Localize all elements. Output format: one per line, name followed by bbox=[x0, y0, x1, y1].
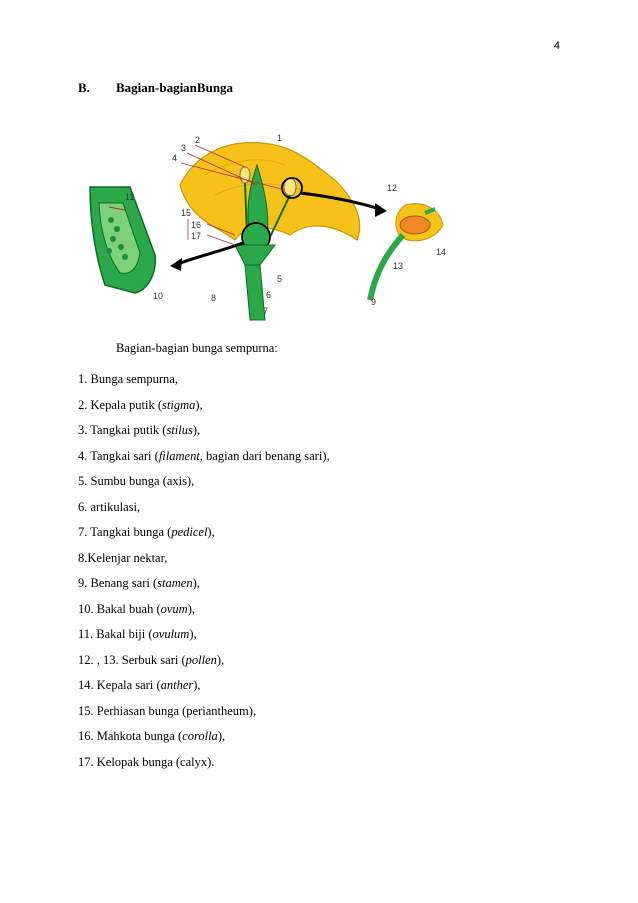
ovary-section-illustration bbox=[90, 187, 155, 293]
list-item: 14. Kepala sari (anther), bbox=[78, 678, 201, 692]
corolla-illustration bbox=[180, 143, 360, 240]
list-item: 12. , 13. Serbuk sari (pollen), bbox=[78, 652, 225, 667]
list-item: 6. artikulasi, bbox=[78, 499, 141, 514]
section-heading bbox=[78, 80, 233, 96]
label-16: 16 bbox=[191, 220, 202, 230]
list-item: 8.Kelenjar nektar, bbox=[78, 550, 168, 565]
flower-diagram-svg bbox=[85, 125, 460, 325]
list-item: 11. Bakal biji (ovulum), bbox=[78, 627, 197, 641]
label-11: 11 bbox=[125, 192, 135, 202]
label-8: 8 bbox=[211, 293, 217, 303]
list-item: 2. Kepala putik (stigma), bbox=[78, 397, 203, 412]
label-15: 15 bbox=[181, 208, 192, 218]
list-intro: Bagian-bagian bunga sempurna: bbox=[116, 341, 278, 355]
section-title: Bagian-bagianBunga bbox=[116, 80, 234, 95]
label-3: 3 bbox=[181, 143, 187, 153]
list-item: 10. Bakal buah (ovum), bbox=[78, 601, 195, 616]
label-9: 9 bbox=[371, 297, 377, 307]
list-item: 1. Bunga sempurna, bbox=[78, 372, 178, 386]
label-2: 2 bbox=[195, 135, 201, 145]
label-17: 17 bbox=[191, 231, 202, 241]
list-item: 16. Mahkota bunga (corolla), bbox=[78, 729, 226, 743]
section-letter: B. bbox=[78, 80, 90, 95]
label-6: 6 bbox=[266, 290, 272, 300]
list-item: 17. Kelopak bunga (calyx). bbox=[78, 754, 215, 769]
list-item: 7. Tangkai bunga (pedicel), bbox=[78, 525, 215, 539]
label-12: 12 bbox=[387, 183, 398, 193]
label-7: 7 bbox=[263, 306, 269, 316]
label-13: 13 bbox=[393, 261, 404, 271]
label-14: 14 bbox=[436, 247, 447, 257]
label-1: 1 bbox=[277, 133, 283, 143]
list-item: 9. Benang sari (stamen), bbox=[78, 576, 200, 590]
label-5: 5 bbox=[277, 274, 283, 284]
list-item: 15. Perhiasan bunga (periantheum), bbox=[78, 703, 257, 718]
list-item: 3. Tangkai putik (stilus), bbox=[78, 423, 201, 437]
anther-detail-illustration bbox=[370, 204, 443, 300]
flower-diagram bbox=[85, 125, 460, 325]
flower-parts-list bbox=[78, 367, 330, 775]
list-item: 5. Sumbu bunga (axis), bbox=[78, 474, 195, 488]
label-10: 10 bbox=[153, 291, 164, 301]
label-4: 4 bbox=[172, 153, 178, 163]
page-number: 4 bbox=[553, 40, 560, 52]
list-item: 4. Tangkai sari (filament, bagian dari benang sari), bbox=[78, 448, 330, 463]
